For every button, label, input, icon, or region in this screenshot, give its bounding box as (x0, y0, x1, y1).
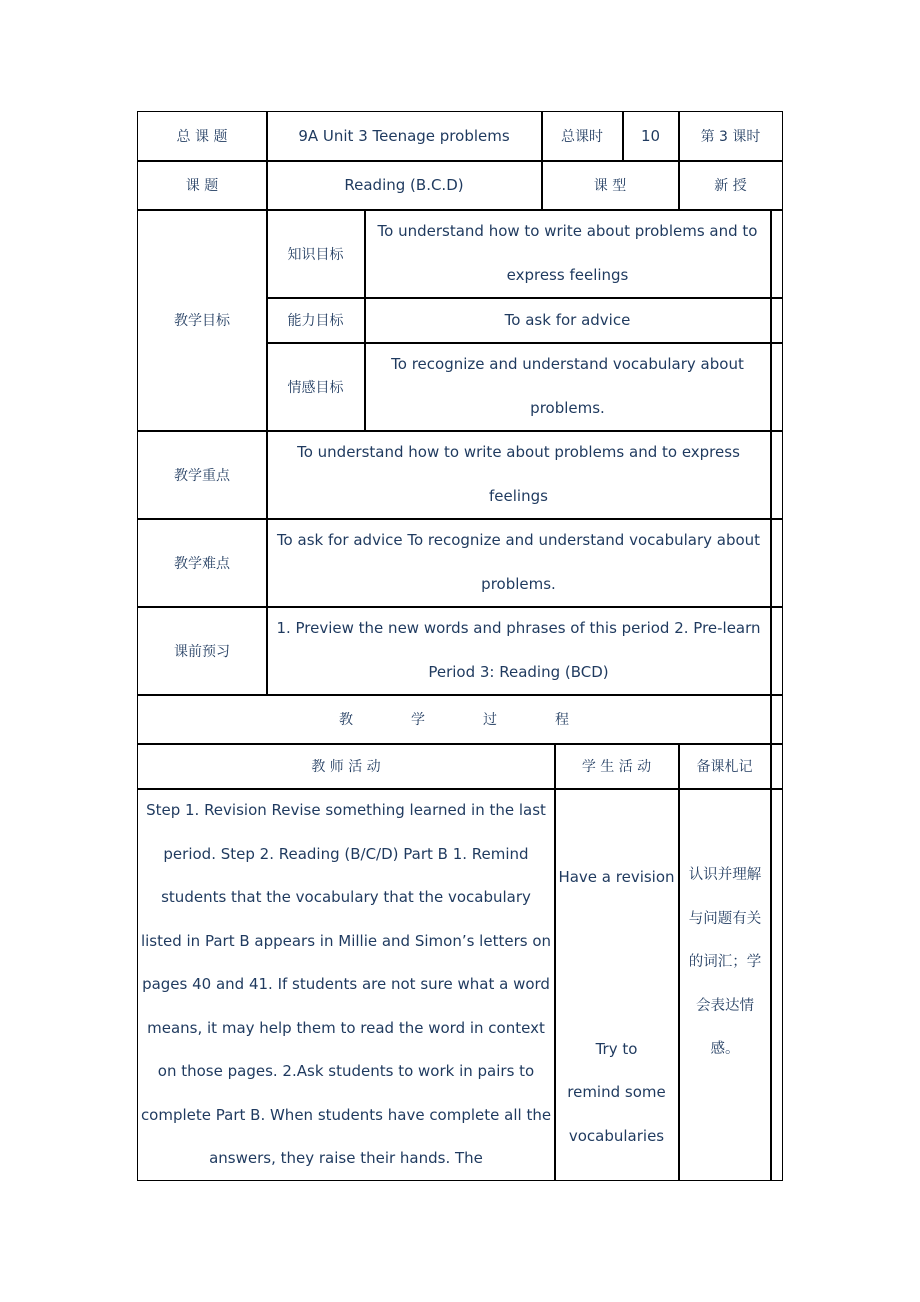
ability-objective: To ask for advice (504, 311, 631, 329)
notes-header: 备课札记 (696, 759, 753, 775)
lesson-type-value: 新 授 (714, 178, 747, 194)
emotion-objective-label: 情感目标 (287, 379, 344, 396)
ability-objective-label: 能力目标 (287, 313, 344, 329)
col-divider (770, 209, 772, 1181)
topic-label: 总 课 题 (176, 129, 228, 145)
student-activity-header: 学 生 活 动 (581, 759, 652, 775)
col-divider (678, 743, 680, 1181)
lesson-type-label: 课 型 (593, 178, 627, 194)
difficulties: To ask for advice To recognize and understand vocabulary about problems. (276, 531, 761, 593)
student-activity-vocabulary: Try to remind some vocabularies (567, 1039, 666, 1145)
preview-label: 课前预习 (174, 643, 230, 660)
difficulties-label: 教学难点 (174, 555, 230, 572)
lesson-label: 课 题 (185, 178, 219, 194)
objectives-label: 教学目标 (174, 313, 230, 329)
lesson-value: Reading (B.C.D) (344, 176, 464, 194)
teacher-activity-header: 教 师 活 动 (311, 759, 381, 775)
knowledge-objective: To understand how to write about problems and to express feelings (377, 222, 758, 284)
total-hours-label: 总课时 (561, 129, 603, 145)
knowledge-objective-label: 知识目标 (287, 246, 344, 263)
emotion-objective: To recognize and understand vocabulary about problems. (391, 355, 744, 417)
student-activity-revision: Have a revision (558, 867, 675, 886)
key-points-label: 教学重点 (174, 467, 230, 484)
key-points: To understand how to write about problems and to express feelings (297, 443, 740, 505)
topic-value: 9A Unit 3 Teenage problems (298, 127, 510, 145)
preview: 1. Preview the new words and phrases of this period 2. Pre-learn Period 3: Reading (BCD) (276, 619, 761, 681)
lesson-number: 第 3 课时 (700, 129, 761, 145)
teacher-activity: Step 1. Revision Revise something learned in the last period. Step 2. Reading (B/C/D) Part B 1. Remind students that the vocabulary that the vocabulary listed in Part B appears in Millie and Simon’s letters on pages 40 and 41. If students are not sure what a word means, it may help them to read the word in context on those pages. 2.Ask students to work in pairs to complete Part B. When students have complete all the answers, they raise their hands. The (140, 801, 552, 1167)
total-hours-value: 10 (640, 127, 661, 145)
process-title: 教学过程 (339, 712, 627, 728)
lesson-notes: 认识并理解与问题有关的词汇；学会表达情感。 (688, 867, 762, 1058)
